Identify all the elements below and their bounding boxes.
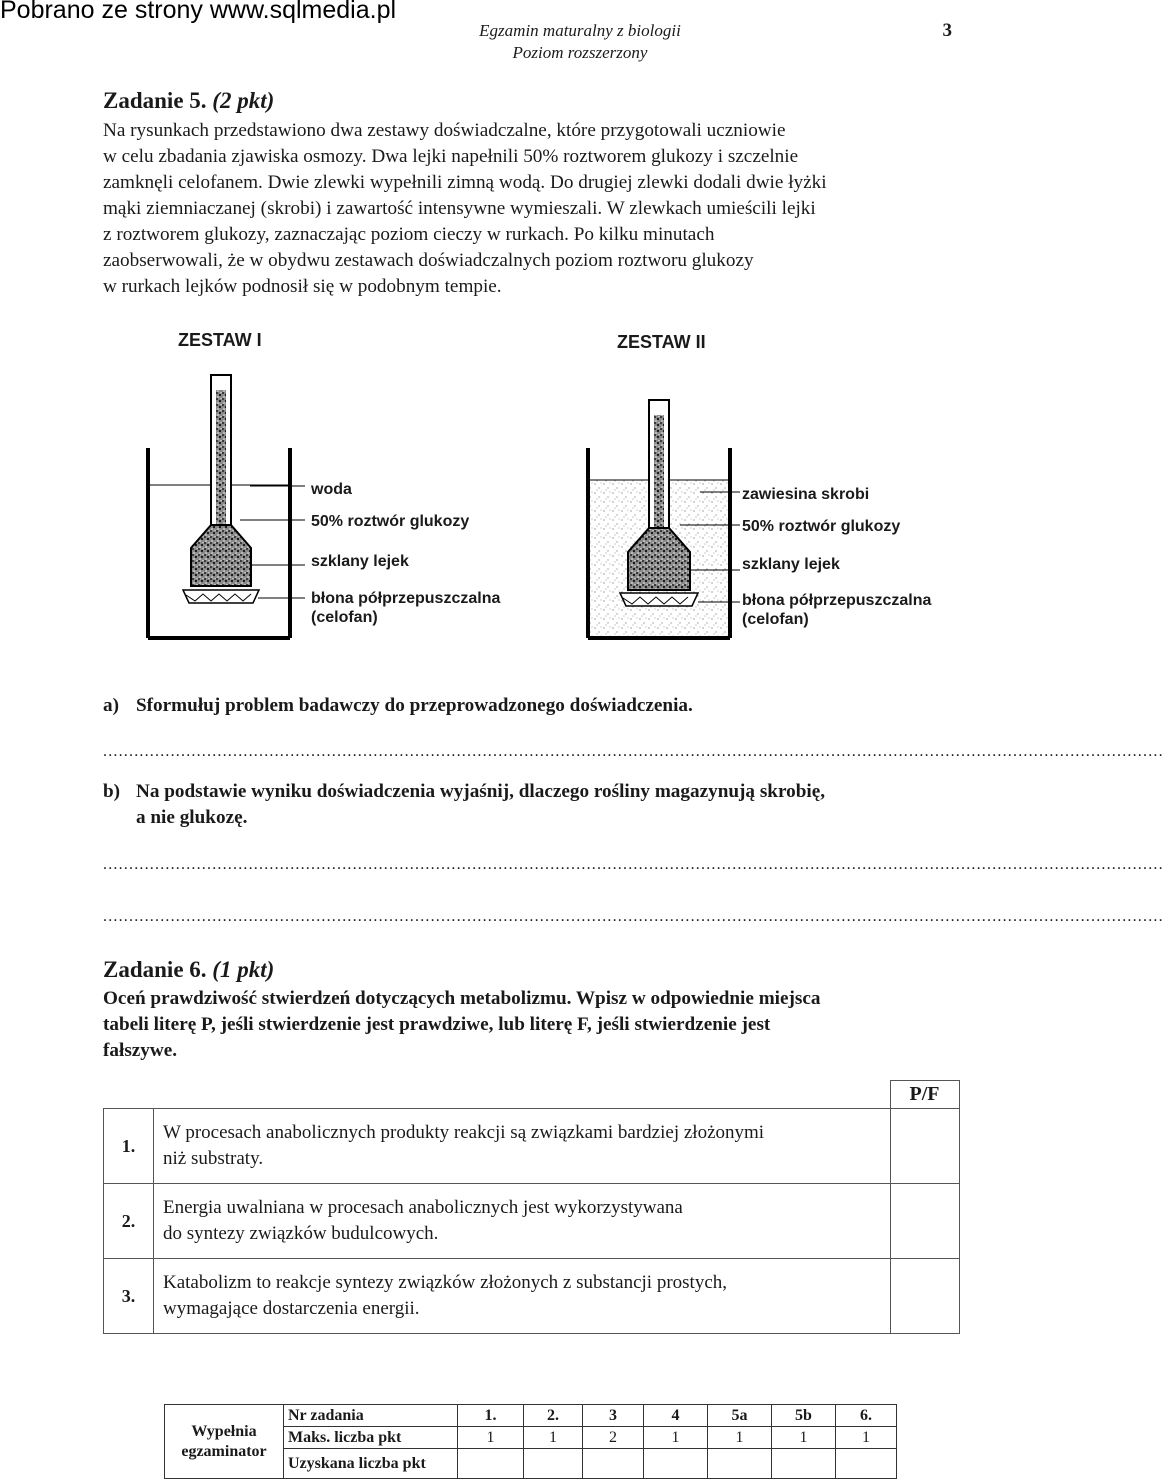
scored-points-cell[interactable]: [524, 1449, 583, 1479]
label-starch-suspension: zawiesina skrobi: [742, 486, 870, 503]
label-membrane: błona półprzepuszczalna: [311, 590, 501, 607]
task6-instruction: Oceń prawdziwość stwierdzeń dotyczących metabolizmu. Wpisz w odpowiednie miejsca: [103, 988, 821, 1009]
label-cellophane: (celofan): [311, 609, 378, 626]
statement-line: do syntezy związków budulcowych.: [163, 1223, 439, 1244]
answer-line-a[interactable]: ............................................................................................................................................................................................................: [103, 743, 1164, 760]
page-number: 3: [942, 20, 952, 41]
task6-title: Zadanie 6.: [103, 957, 207, 982]
pf-header: P/F: [890, 1081, 959, 1109]
scored-points-cell[interactable]: [772, 1449, 836, 1479]
task6-points: (1 pkt): [212, 957, 275, 982]
max-points-cell: 2: [583, 1427, 644, 1449]
task-number-cell: 2.: [524, 1405, 583, 1427]
examiner-label-line: egzaminator: [181, 1442, 267, 1460]
intro-line: w celu zbadania zjawiska osmozy. Dwa lejki napełnili 50% roztworem glukozy i szczelnie: [103, 146, 799, 167]
table-row: [104, 1259, 960, 1334]
question-b-text-line2: a nie glukozę.: [136, 807, 248, 828]
max-points-cell: 1: [524, 1427, 583, 1449]
examiner-side-label: [165, 1405, 284, 1479]
question-a-text: Sformułuj problem badawczy do przeprowadzonego doświadczenia.: [136, 695, 693, 716]
header-title: Egzamin maturalny z biologii: [479, 21, 681, 40]
set1-title: ZESTAW I: [178, 330, 262, 350]
intro-line: zaobserwowali, że w obydwu zestawach doświadczalnych poziom roztworu glukozy: [103, 250, 754, 271]
task5-points: (2 pkt): [212, 88, 275, 113]
label-glucose-solution: 50% roztwór glukozy: [311, 513, 470, 530]
intro-line: w rurkach lejków podnosił się w podobnym tempie.: [103, 276, 502, 297]
max-points-cell: 1: [458, 1427, 524, 1449]
max-points-cell: 1: [772, 1427, 836, 1449]
header-subtitle: Poziom rozszerzony: [512, 43, 648, 62]
task-number-cell: 3: [583, 1405, 644, 1427]
row-label-scored-points: Uzyskana liczba pkt: [284, 1449, 458, 1479]
scored-points-cell[interactable]: [836, 1449, 897, 1479]
max-points-cell: 1: [836, 1427, 897, 1449]
task6-instruction: tabeli literę P, jeśli stwierdzenie jest prawdziwe, lub literę F, jeśli stwierdzenie jest: [103, 1014, 771, 1035]
intro-line: mąki ziemniaczanej (skrobi) i zawartość intensywne wymieszali. W zlewkach umieścili lejki: [103, 198, 816, 219]
statement-number: 3.: [104, 1259, 154, 1334]
task5-title: Zadanie 5.: [103, 88, 207, 113]
label-membrane: błona półprzepuszczalna: [742, 592, 932, 609]
intro-line: Na rysunkach przedstawiono dwa zestawy doświadczalne, które przygotowali uczniowie: [103, 120, 786, 141]
label-water: woda: [311, 481, 352, 498]
row-label-task-number: Nr zadania: [284, 1405, 458, 1427]
task-number-cell: 5a: [708, 1405, 772, 1427]
funnel-set1: [183, 375, 259, 603]
scored-points-cell[interactable]: [644, 1449, 708, 1479]
statement-text: [154, 1109, 891, 1184]
task-number-cell: 6.: [836, 1405, 897, 1427]
question-b-label: b): [103, 781, 121, 802]
statement-line: W procesach anabolicznych produkty reakcji są związkami bardziej złożonymi: [163, 1122, 765, 1143]
statement-text: [154, 1259, 891, 1334]
answer-cell[interactable]: [890, 1109, 959, 1184]
max-points-cell: 1: [708, 1427, 772, 1449]
label-cellophane: (celofan): [742, 611, 809, 628]
max-points-cell: 1: [644, 1427, 708, 1449]
statement-line: wymagające dostarczenia energii.: [163, 1298, 420, 1319]
task6-instruction: fałszywe.: [103, 1040, 178, 1061]
set2-title: ZESTAW II: [617, 332, 706, 352]
statement-line: niż substraty.: [163, 1148, 264, 1169]
label-glucose-solution: 50% roztwór glukozy: [742, 518, 901, 535]
answer-line-b2[interactable]: ............................................................................................................................................................................................................: [103, 908, 1164, 925]
statement-number: 2.: [104, 1184, 154, 1259]
label-glass-funnel: szklany lejek: [742, 556, 840, 573]
osmosis-figure: [0, 320, 960, 660]
scored-points-cell[interactable]: [583, 1449, 644, 1479]
statement-line: Katabolizm to reakcje syntezy związków złożonych z substancji prostych,: [163, 1272, 727, 1293]
statement-number: 1.: [104, 1109, 154, 1184]
statement-text: [154, 1184, 891, 1259]
examiner-table: [164, 1404, 897, 1479]
watermark: Pobrano ze strony www.sqlmedia.pl: [0, 0, 397, 24]
label-glass-funnel: szklany lejek: [311, 553, 409, 570]
answer-line-b1[interactable]: ............................................................................................................................................................................................................: [103, 856, 1164, 873]
task-number-cell: 1.: [458, 1405, 524, 1427]
statement-line: Energia uwalniana w procesach anabolicznych jest wykorzystywana: [163, 1197, 683, 1218]
intro-line: z roztworem glukozy, zaznaczając poziom cieczy w rurkach. Po kilku minutach: [103, 224, 715, 245]
question-b-text-line1: Na podstawie wyniku doświadczenia wyjaśnij, dlaczego rośliny magazynują skrobię,: [136, 781, 826, 802]
task6-heading: [103, 957, 274, 983]
scored-points-cell[interactable]: [458, 1449, 524, 1479]
task-number-cell: 5b: [772, 1405, 836, 1427]
task5-heading: [103, 88, 274, 114]
scored-points-cell[interactable]: [708, 1449, 772, 1479]
table-row: [104, 1184, 960, 1259]
question-a: [103, 693, 953, 719]
examiner-label-line: Wypełnia: [191, 1422, 257, 1440]
true-false-table: [103, 1080, 960, 1334]
question-b: [103, 779, 953, 831]
row-label-max-points: Maks. liczba pkt: [284, 1427, 458, 1449]
intro-line: zamknęli celofanem. Dwie zlewki wypełnili zimną wodą. Do drugiej zlewki dodali dwie łyżki: [103, 172, 827, 193]
answer-cell[interactable]: [890, 1184, 959, 1259]
task-number-cell: 4: [644, 1405, 708, 1427]
question-a-label: a): [103, 695, 119, 716]
table-row: [104, 1109, 960, 1184]
answer-cell[interactable]: [890, 1259, 959, 1334]
